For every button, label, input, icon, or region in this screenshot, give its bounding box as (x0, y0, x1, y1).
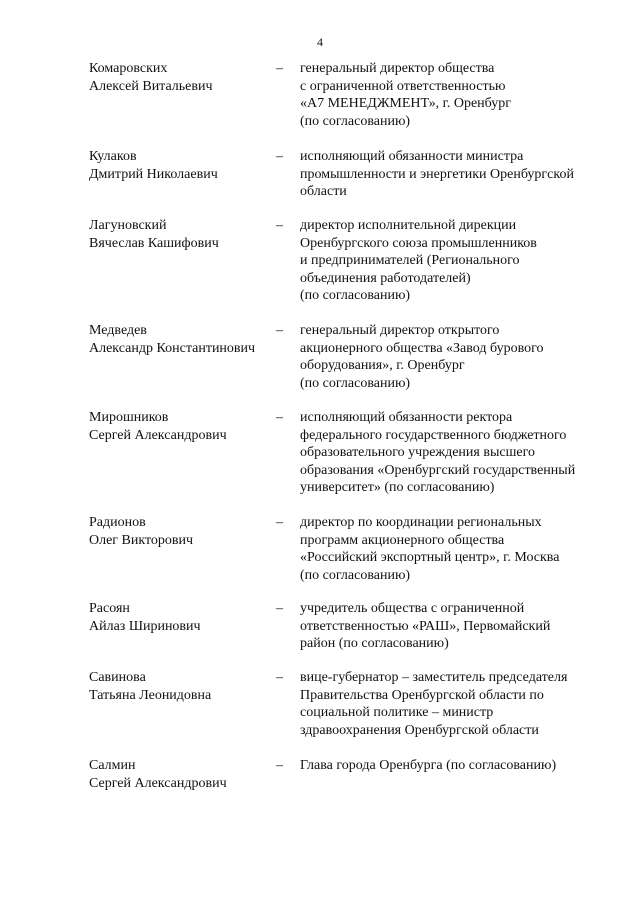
position-line: промышленности и энергетики Оренбургской (300, 166, 574, 182)
member-surname: Лагуновский (89, 218, 167, 233)
member-given-names: Вячеслав Кашифович (89, 235, 219, 251)
member-surname: Салмин (89, 758, 136, 773)
member-given-names: Татьяна Леонидовна (89, 687, 212, 703)
separator-dash: – (276, 61, 283, 76)
position-line: ответственностью «РАШ», Первомайский (300, 618, 551, 634)
separator-dash: – (276, 149, 283, 164)
separator-dash: – (276, 218, 283, 233)
position-line: федерального государственного бюджетного (300, 427, 567, 443)
member-given-names: Александр Константинович (89, 340, 256, 356)
member-surname: Медведев (89, 323, 147, 338)
position-line: район (по согласованию) (300, 636, 449, 651)
member-name (89, 669, 279, 704)
member-position (300, 514, 605, 584)
member-position (300, 148, 605, 201)
position-line: Оренбургского союза промышленников (300, 235, 537, 251)
member-name (89, 217, 279, 252)
member-name (89, 322, 279, 357)
member-position (300, 409, 605, 497)
position-line: здравоохранения Оренбургской области (300, 722, 539, 738)
position-line: исполняющий обязанности ректора (300, 410, 513, 425)
position-line: учредитель общества с ограниченной (300, 601, 525, 616)
member-name (89, 60, 279, 95)
position-line: образования «Оренбургский государственный (300, 462, 576, 478)
member-position (300, 600, 605, 653)
separator-dash: – (276, 410, 283, 425)
separator-dash: – (276, 670, 283, 685)
member-name (89, 514, 279, 549)
member-given-names: Сергей Александрович (89, 775, 227, 791)
position-line: директор по координации региональных (300, 515, 542, 530)
position-line: директор исполнительной дирекции (300, 218, 517, 233)
position-line: оборудования», г. Оренбург (300, 358, 465, 373)
member-surname: Радионов (89, 515, 146, 530)
member-given-names: Сергей Александрович (89, 427, 227, 443)
member-position (300, 217, 605, 305)
member-position (300, 669, 605, 739)
position-line: генеральный директор открытого (300, 323, 500, 338)
position-line: (по согласованию) (300, 113, 411, 129)
member-surname: Комаровских (89, 61, 168, 76)
position-line: объединения работодателей) (300, 270, 471, 286)
member-position (300, 322, 605, 392)
member-given-names: Дмитрий Николаевич (89, 166, 218, 182)
position-line: генеральный директор общества (300, 61, 495, 76)
position-line: области (300, 184, 347, 199)
position-line: исполняющий обязанности министра (300, 149, 524, 164)
separator-dash: – (276, 758, 283, 773)
position-line: социальной политике – министр (300, 705, 494, 720)
position-line: «Российский экспортный центр», г. Москва (300, 550, 560, 565)
page-number: 4 (317, 35, 323, 49)
member-name (89, 409, 279, 444)
member-surname: Савинова (89, 670, 146, 685)
position-line: с ограниченной ответственностью (300, 78, 506, 94)
position-line: (по согласованию) (300, 288, 411, 303)
position-line: (по согласованию) (300, 375, 411, 391)
member-given-names: Алексей Витальевич (89, 78, 213, 94)
separator-dash: – (276, 515, 283, 530)
position-line: вице-губернатор – заместитель председателя (300, 670, 568, 685)
position-line: программ акционерного общества (300, 532, 505, 548)
member-position (300, 757, 605, 775)
member-given-names: Айлаз Ширинович (89, 618, 201, 634)
position-line: образовательного учреждения высшего (300, 445, 535, 460)
member-given-names: Олег Викторович (89, 532, 194, 548)
position-line: «А7 МЕНЕДЖМЕНТ», г. Оренбург (300, 96, 511, 111)
position-line: и предпринимателей (Регионального (300, 253, 520, 268)
member-surname: Мирошников (89, 410, 169, 425)
member-surname: Кулаков (89, 149, 137, 164)
position-line: (по согласованию) (300, 567, 411, 583)
member-position (300, 60, 605, 130)
member-name (89, 757, 279, 792)
member-name (89, 600, 279, 635)
member-name (89, 148, 279, 183)
position-line: Глава города Оренбурга (по согласованию) (300, 758, 557, 773)
separator-dash: – (276, 601, 283, 616)
separator-dash: – (276, 323, 283, 338)
position-line: Правительства Оренбургской области по (300, 687, 544, 703)
position-line: акционерного общества «Завод бурового (300, 340, 544, 356)
member-surname: Расоян (89, 601, 130, 616)
position-line: университет» (по согласованию) (300, 480, 495, 495)
